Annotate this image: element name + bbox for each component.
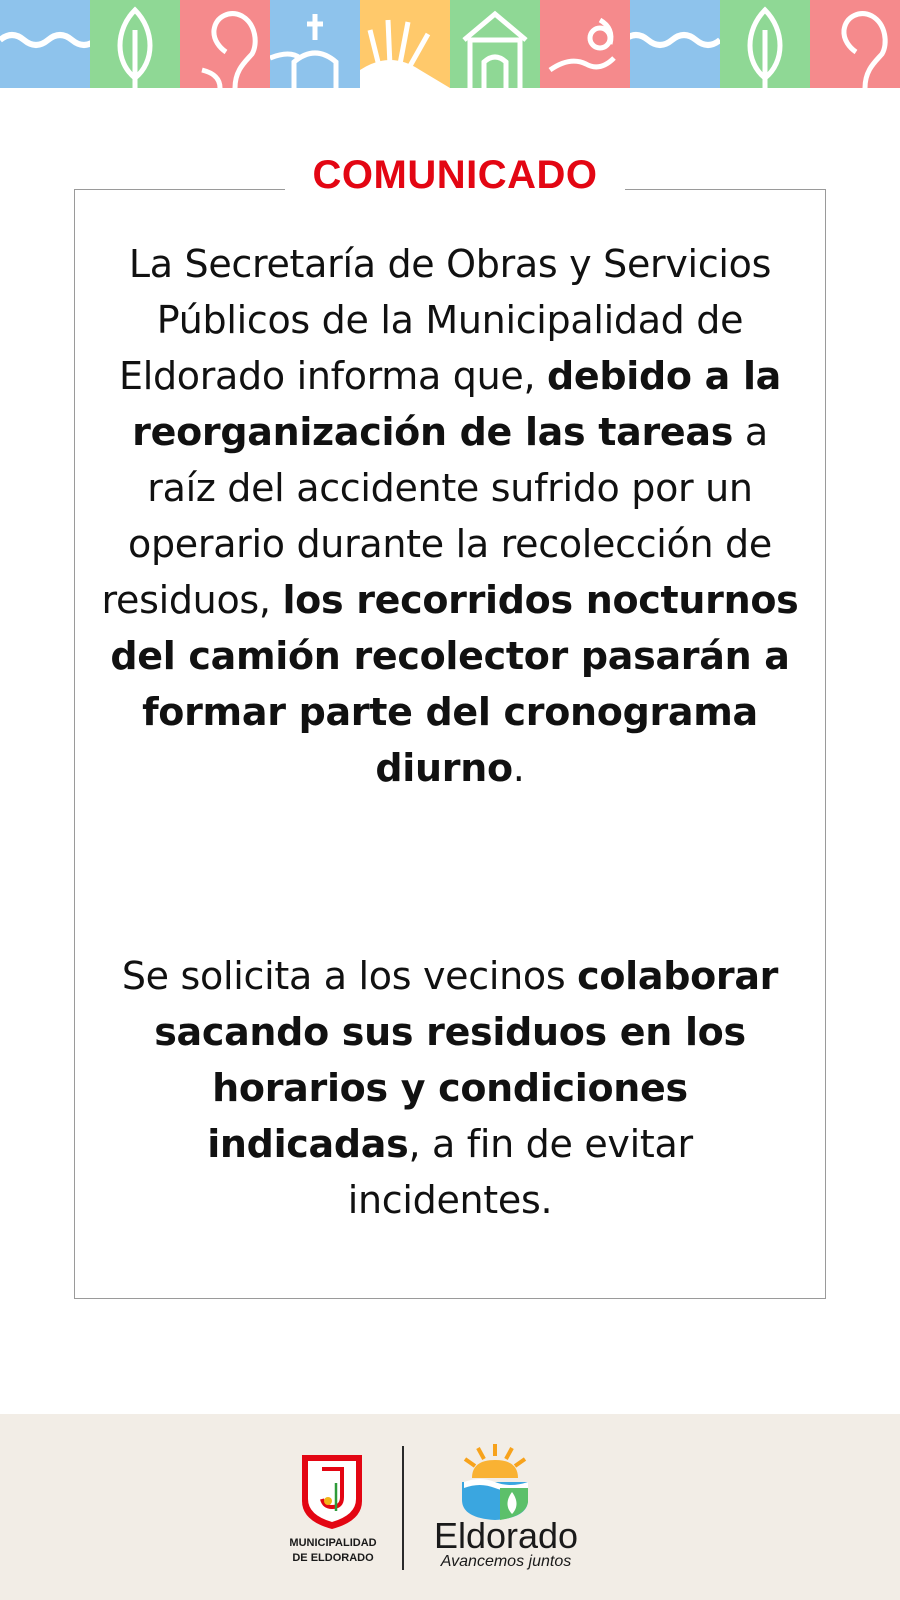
river-icon [0,0,90,88]
notice-title: COMUNICADO [285,150,625,200]
municipality-shield-icon [298,1451,366,1531]
notice-paragraph-1 [100,236,800,796]
text-run: La Secretaría de Obras y Servicios Públicos de la Municipalidad de Eldorado informa que, [118,242,772,398]
person-icon [810,0,900,88]
person-icon [180,0,270,88]
river-icon [630,0,720,88]
text-run-bold: los recorridos nocturnos del camión recolector pasarán a formar parte del cronograma diurno [110,578,799,790]
footer-divider [402,1446,404,1570]
leaf-icon [720,0,810,88]
municipality-label [272,1536,394,1566]
leaf-icon [90,0,180,88]
text-run-bold: colaborar sacando sus residuos en los horarios y condiciones indicadas [154,954,779,1166]
text-run: a raíz del accidente sufrido por un operario durante la recolección de residuos, [101,410,772,622]
municipality-label-line-2: DE ELDORADO [292,1552,374,1564]
brand-slogan: Avancemos juntos [440,1553,572,1570]
church-icon [270,0,360,88]
gear-icon [540,0,630,88]
brand-name: Eldorado [433,1515,579,1556]
top-banner [0,0,900,88]
notice-paragraph-2 [100,948,800,1228]
text-run: , a fin de evitar incidentes. [347,1122,693,1222]
house-icon [450,0,540,88]
municipality-label-line-1: MUNICIPALIDAD [289,1537,377,1549]
text-run: Se solicita a los vecinos [121,954,578,998]
eldorado-sun-logo-icon [456,1442,534,1522]
text-run-bold: debido a la reorganización de las tareas [132,354,782,454]
footer [0,1414,900,1600]
sun-icon [360,0,450,88]
text-run: . [512,746,525,790]
